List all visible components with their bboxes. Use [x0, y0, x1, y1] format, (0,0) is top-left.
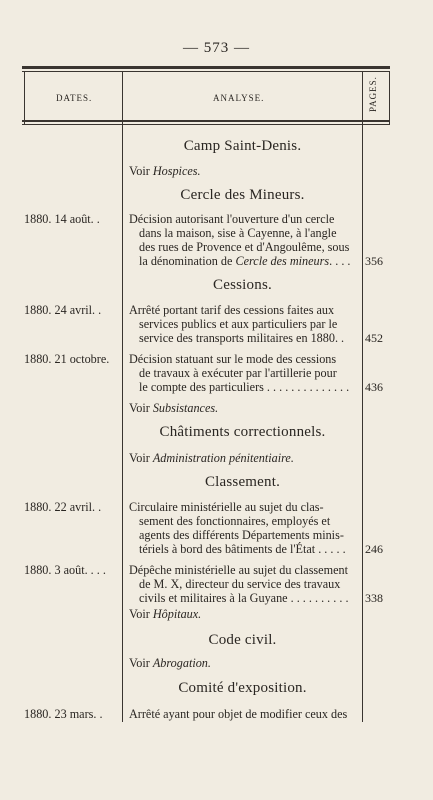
header-analyse: ANALYSE. [213, 93, 265, 103]
header-dates: DATES. [56, 93, 93, 103]
top-rule [22, 66, 390, 69]
entry-text-line: la dénomination de Cercle des mineurs. . . . [139, 254, 351, 268]
top-rule-thin [22, 71, 390, 72]
header-rule [22, 120, 390, 122]
entry-text-line: civils et militaires à la Guyane . . . . . . . . . . [139, 591, 349, 605]
entry-text-line: service des transports militaires en 1880. . [139, 331, 345, 345]
entry-page: 452 [365, 331, 383, 345]
entry-text-line: des rues de Provence et d'Angoulême, sous [139, 240, 350, 254]
section-title: Code civil. [208, 632, 277, 648]
header-pages: PAGES. [368, 76, 378, 112]
entry-date: 1880. 3 août. . . . [24, 563, 106, 577]
entry-text-line: services publics et aux particuliers par le [139, 317, 338, 331]
column-divider-pages [362, 72, 363, 722]
entry-date: 1880. 23 mars. . [24, 707, 103, 721]
section-title: Camp Saint-Denis. [183, 138, 302, 154]
see-also: Voir Abrogation. [129, 656, 211, 670]
entry-text-line: Arrêté portant tarif des cessions faites aux [129, 303, 335, 317]
see-also-ref: Abrogation. [152, 656, 211, 670]
see-also: Voir Hospices. [129, 164, 201, 178]
section-title: Cessions. [213, 277, 272, 293]
entry-text-line: dans la maison, sise à Cayenne, à l'angle [139, 226, 337, 240]
entry-text-line: le compte des particuliers . . . . . . . . . . . . . . [139, 380, 350, 394]
see-also-ref: Subsistances. [152, 401, 219, 415]
entry-text-line: agents des différents Départements minis- [139, 528, 344, 542]
right-border [389, 72, 390, 124]
see-also: Voir Subsistances. [129, 401, 219, 415]
section-title: Cercle des Mineurs. [180, 187, 305, 203]
entry-date: 1880. 21 octobre. [24, 352, 110, 366]
entry-text-line: Dépêche ministérielle au sujet du classement [129, 563, 348, 577]
entry-text-line: Arrêté ayant pour objet de modifier ceux des [129, 707, 348, 721]
see-also-ref: Hospices. [152, 164, 201, 178]
entry-text-line: de travaux à exécuter par l'artillerie pour [139, 366, 337, 380]
see-also: Voir Hôpitaux. [129, 607, 202, 621]
entry-text-line: tériels à bord des bâtiments de l'État . . . . . [139, 542, 346, 556]
see-also-ref: Administration pénitentiaire. [152, 451, 294, 465]
entry-page: 338 [365, 591, 383, 605]
entry-date: 1880. 24 avril. . [24, 303, 102, 317]
entry-text-line: Circulaire ministérielle au sujet du clas- [129, 500, 324, 514]
header-rule-thin [22, 124, 390, 125]
section-title: Classement. [204, 474, 281, 490]
entry-date: 1880. 14 août. . [24, 212, 100, 226]
page-number: — 573 — [183, 40, 250, 56]
entry-date: 1880. 22 avril. . [24, 500, 102, 514]
section-title: Châtiments correctionnels. [159, 424, 326, 440]
entry-page: 246 [365, 542, 383, 556]
entry-text-line: de M. X, directeur du service des travaux [139, 577, 341, 591]
entry-page: 356 [365, 254, 383, 268]
see-also-ref: Hôpitaux. [152, 607, 202, 621]
entry-text-line: Décision autorisant l'ouverture d'un cercle [129, 212, 335, 226]
see-also: Voir Administration pénitentiaire. [129, 451, 294, 465]
entry-page: 436 [365, 380, 383, 394]
column-divider-dates [122, 72, 123, 722]
section-title: Comité d'exposition. [178, 680, 307, 696]
entry-text-line: sement des fonctionnaires, employés et [139, 514, 331, 528]
left-border [24, 72, 25, 124]
entry-text-line: Décision statuant sur le mode des cessions [129, 352, 337, 366]
